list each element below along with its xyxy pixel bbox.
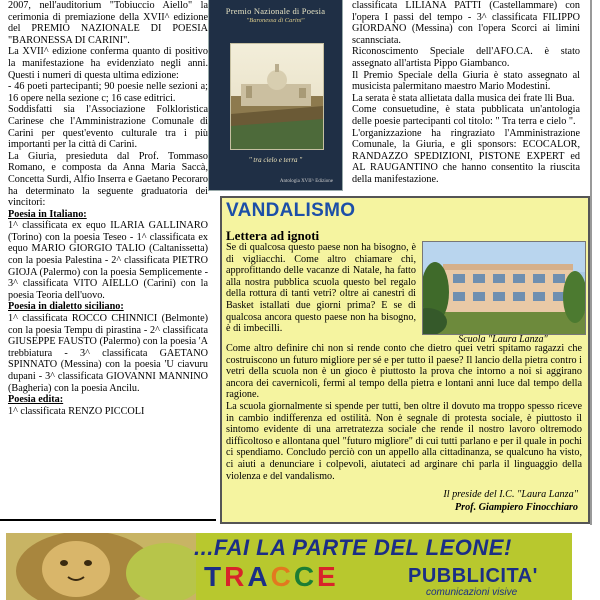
article-paragraph: classificata LILIANA PATTI (Castellammare) con l'opera I passi del tempo - 3^ classificata FILIPPO GIORDANO (Messina) con l'opera Scorci ai limini scannsciata.	[352, 0, 580, 46]
section-heading: Poesia edita:	[8, 394, 64, 406]
book-title: Premio Nazionale di Poesia	[225, 6, 326, 16]
tracce-letter: R	[224, 561, 248, 592]
book-cover	[209, 0, 342, 190]
article-paragraph: 2007, nell'auditorium "Tobiuccio Aiello" la cerimonia di premiazione della XVII^ edizione del PREMIO NAZIONALE DI POESIA "BARONESSA DI CARINI".	[8, 0, 208, 46]
letter-subtitle: Lettera ad ignoti	[226, 228, 320, 243]
school-photo	[422, 241, 586, 335]
left-column-article	[8, 0, 208, 525]
letter-body	[226, 343, 582, 482]
pubblicita-label: PUBBLICITA'	[408, 565, 538, 587]
lion-image	[6, 533, 196, 600]
book-caption: " tra cielo e terra "	[248, 156, 303, 164]
article-paragraph: La serata è stata allietata dalla musica dei frate lli Bua.	[352, 92, 575, 104]
article-paragraph: 1^ classificata ROCCO CHINNICI (Belmonte) con la poesia Tempu di pirastina - 2^ classificata GIUSEPPE FAUSTO (Palermo) con la poesia 'A trebbiatura - 3^ classificata GAETANO SPINNATO (Messina) con la poesia 'U ciavuru dupani - 3^ classificata GIOVANNI MANNINO (Bagheria) con la poesia Ancilu.	[8, 313, 208, 394]
vandalismo-box	[220, 196, 590, 524]
divider	[0, 519, 216, 521]
book-cover-painting	[230, 43, 324, 150]
article-paragraph: Riconoscimento Speciale dell'AFO.CA. è stato assegnato all'artista Pippo Giambanco.	[352, 46, 580, 69]
article-paragraph: - 46 poeti partecipanti; 90 poesie nelle sezioni a; 16 opere nella sezione c; 16 case editrici.	[8, 81, 208, 104]
ad-headline: ...FAI LA PARTE DEL LEONE!	[194, 535, 512, 560]
book-subtitle: "Baronessa di Carini"	[246, 17, 305, 24]
tracce-ad-banner	[6, 533, 572, 600]
book-edition: Antologia XVII^ Edizione	[279, 179, 333, 184]
article-paragraph: 1^ classificata RENZO PICCOLI	[8, 405, 145, 417]
tracce-letter: C	[293, 561, 318, 592]
photo-caption: Scuola "Laura Lanza"	[458, 334, 548, 345]
article-paragraph: L'organizzazione ha ringraziato l'Amministrazione Comunale, la Giuria, e gli sponsors: ECOCALOR, RANDAZZO SPEDIZIONI, PISTONE EXPERT ed AL RAUGANTINO che hanno consentito la riuscita della manifestazione.	[352, 127, 580, 185]
letter-paragraph: La scuola giornalmente si spende per tutti, ben oltre il dovuto ma troppo spesso riceve in cambio indifferenza ed ostilità. Non è segnale di protesta sociale, è piuttosto il sintomo evidente di una arretratezza sociale che rende il nostro lavoro oltremodo difficoltoso e allontana quel "futuro migliore" di cui tutti parlano e per il quale in pochi ci spendiamo. Concludo perciò con un appello alla cittadinanza, se qualcuno ha visto, ci aiuti a denunciare i colpevoli, aiutateci ad arginare chi parla il linguaggio della violenza e del vandalismo.	[226, 400, 582, 482]
tracce-letter: A	[247, 561, 271, 592]
tracce-logo	[204, 561, 339, 593]
tracce-letter: C	[270, 561, 294, 592]
article-paragraph: 1^ classificata ex equo ILARIA GALLINARO (Torino) con la poesia Teseo - 1^ classificata ex equo MARIO GIORGIO TALIO (Caltanissetta) con la poesia Palestina - 2^ classificata PIETRO GIOJA (Palermo) con la poesia Semplicemente - 3^ classificata VITO AIELLO (Carini) con la poesia Teoria dell'uovo.	[8, 220, 208, 301]
vandalismo-title: VANDALISMO	[226, 200, 356, 221]
article-paragraph: Come consuetudine, è stata pubblicata un'antologia delle poesie partecipanti col titolo: " Tra terra e cielo ".	[352, 104, 580, 127]
comunicazioni-label: comunicazioni visive	[426, 587, 518, 598]
article-paragraph: La Giuria, presieduta dal Prof. Tommaso Romano, e composta da Anna Maria Saccà, Concetta Surdi, Alfio Inserra e Gaetano Pecoraro ha determinato la seguente graduatoria dei vincitori:	[8, 150, 208, 209]
article-paragraph: Il Premio Speciale della Giuria è stato assegnato al musicista palermitano maestro Mario Modestini.	[352, 69, 580, 93]
section-heading: Poesia in Italiano:	[8, 208, 87, 220]
page-edge-divider	[590, 0, 592, 525]
tracce-letter: E	[317, 561, 339, 592]
article-paragraph: La XVII^ edizione conferma quanto di positivo la manifestazione ha evidenziato negli anni. Questi i numeri di questa ultima edizione:	[8, 46, 208, 81]
article-paragraph: Soddisfatti sia l'Associazione Folkloristica Carinese che l'Amministrazione Comunale di Carini per quest'evento culturale tra i più importanti per la città di Carini.	[8, 104, 208, 151]
signature-name: Prof. Giampiero Finocchiaro	[454, 502, 578, 513]
right-column-article	[352, 0, 580, 200]
section-heading: Poesia in dialetto siciliano:	[8, 301, 124, 313]
tracce-letter: T	[204, 561, 225, 592]
letter-intro: Se di qualcosa questo paese non ha bisogno, è di vigliacchi. Come altro chiamare chi, approfittando delle vacanze di Natale, ha fatto alla nostra pubblica scuola questo bel regalo della rottura di tanti vetri? oltre ai canestri di Basket istallati due giorni prima? E se di qualcosa ancora questo paese non ha bisogno, è di imbecilli.	[226, 242, 416, 335]
signature-role: Il preside del I.C. "Laura Lanza"	[443, 489, 578, 500]
letter-paragraph: Come altro definire chi non si rende conto che dietro quei vetri spitamo ragazzi che costruiscono un futuro migliore per sé e per tutto il paese? Il lancio della pietra contro i vetri della scuola non è un gioco è piuttosto la prova che intorno a noi si aggirano ancora dei cavernicoli, fermi al tempo della pietra e lontani anni luce dal tempo della ragione.	[226, 343, 582, 401]
